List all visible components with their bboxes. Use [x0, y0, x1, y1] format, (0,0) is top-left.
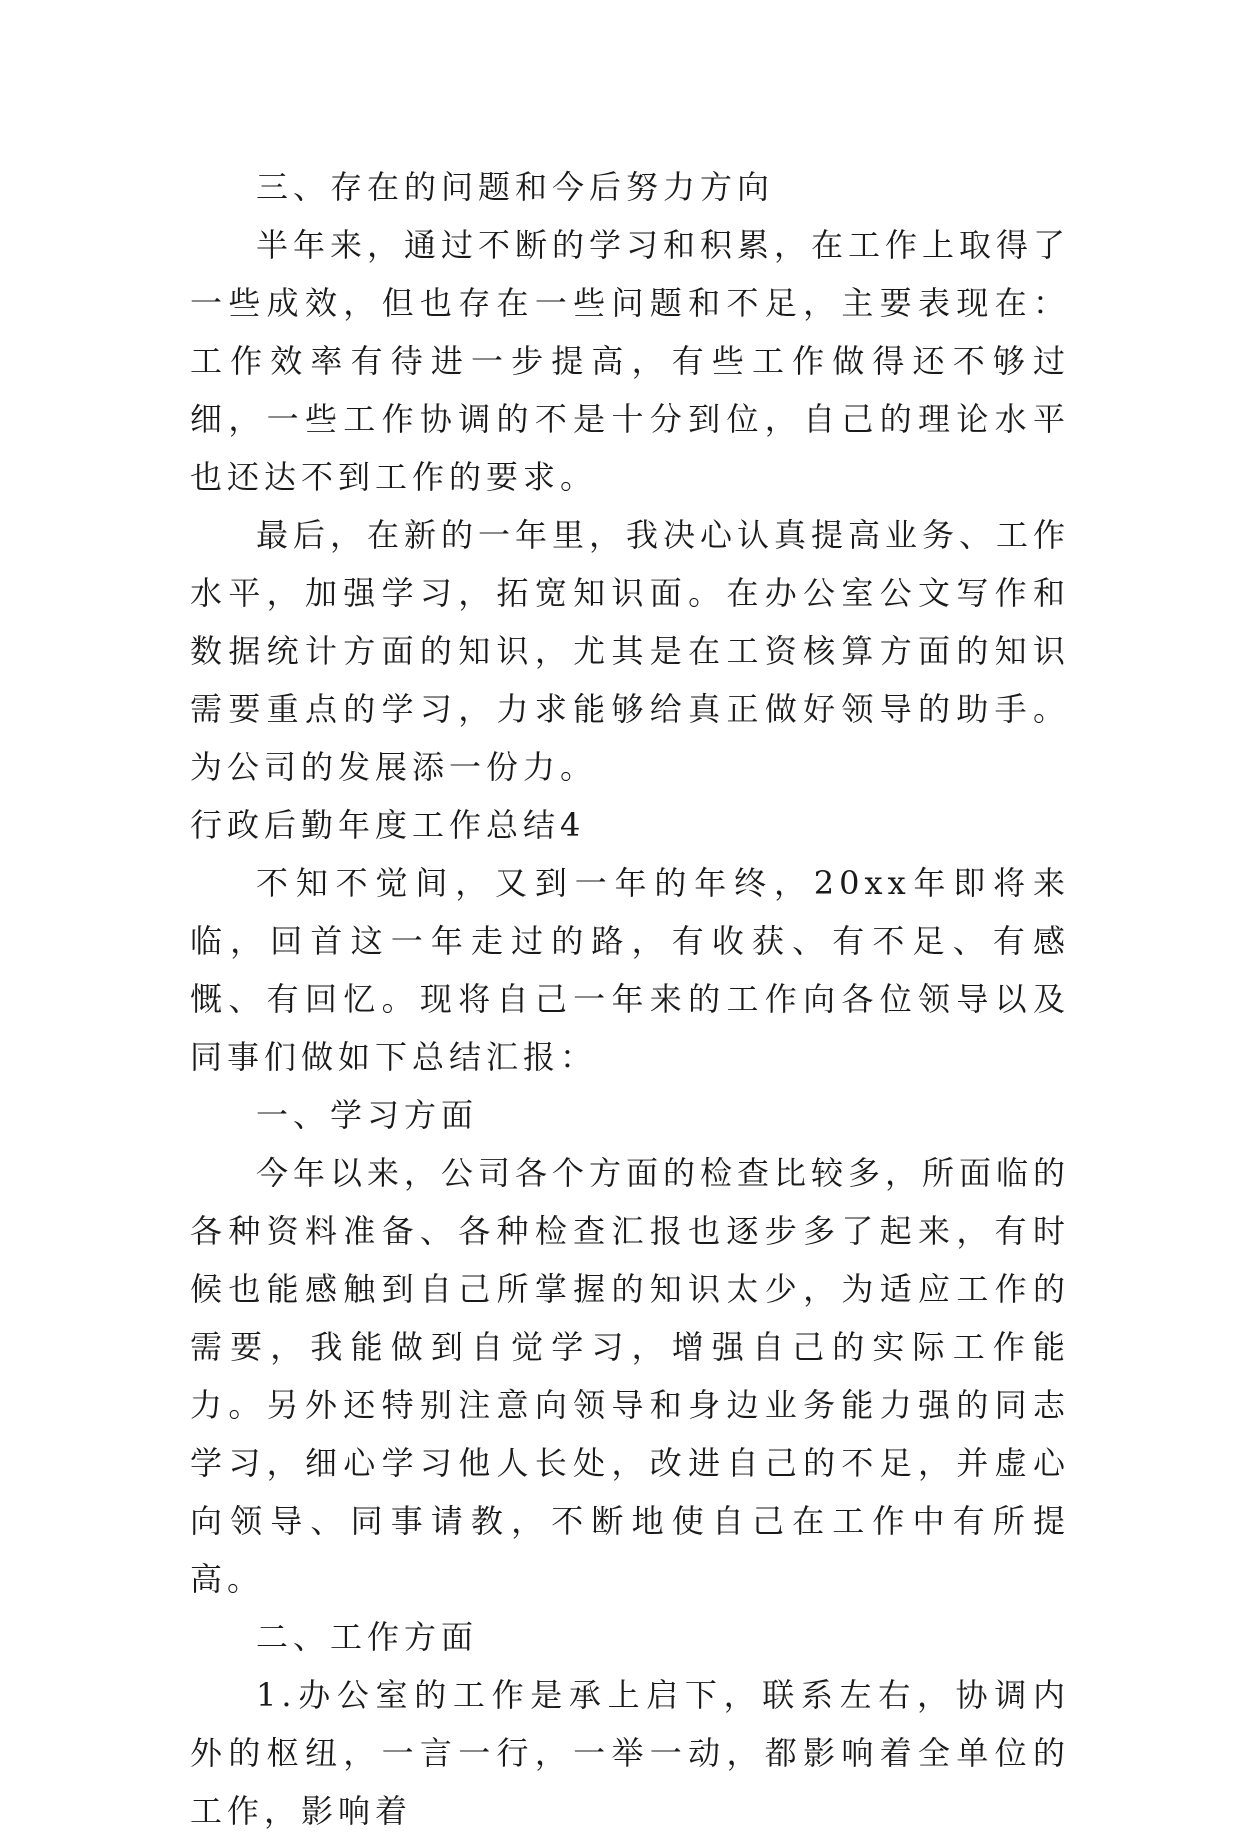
paragraph-year-end: 不知不觉间，又到一年的年终，20xx年即将来临，回首这一年走过的路，有收获、有不足、有感慨、有回忆。现将自己一年来的工作向各位领导以及同事们做如下总结汇报：: [190, 864, 1070, 1076]
paragraph-half-year: 半年来，通过不断的学习和积累，在工作上取得了一些成效，但也存在一些问题和不足，主要表现在：工作效率有待进一步提高，有些工作做得还不够过细，一些工作协调的不是十分到位，自己的理论水平也还达不到工作的要求。: [190, 226, 1071, 496]
section-heading-work: 二、工作方面: [256, 1618, 479, 1656]
paragraph-conclusion: 最后，在新的一年里，我决心认真提高业务、工作水平，加强学习，拓宽知识面。在办公室公文写作和数据统计方面的知识，尤其是在工资核算方面的知识需要重点的学习，力求能够给真正做好领导的助手。为公司的发展添一份力。: [190, 516, 1071, 786]
document-body: [190, 158, 1070, 1840]
section-heading-problems: 三、存在的问题和今后努力方向: [256, 168, 775, 206]
paragraph-office-work: 1.办公室的工作是承上启下，联系左右，协调内外的枢纽，一言一行，一举一动，都影响着全单位的工作，影响着: [190, 1676, 1070, 1830]
document-title-summary-4: 行政后勤年度工作总结4: [190, 806, 586, 844]
paragraph-study: 今年以来，公司各个方面的检查比较多，所面临的各种资料准备、各种检查汇报也逐步多了起来，有时候也能感触到自己所掌握的知识太少，为适应工作的需要，我能做到自觉学习，增强自己的实际工作能力。另外还特别注意向领导和身边业务能力强的同志学习，细心学习他人长处，改进自己的不足，并虚心向领导、同事请教，不断地使自己在工作中有所提高。: [190, 1154, 1071, 1598]
section-heading-study: 一、学习方面: [256, 1096, 479, 1134]
